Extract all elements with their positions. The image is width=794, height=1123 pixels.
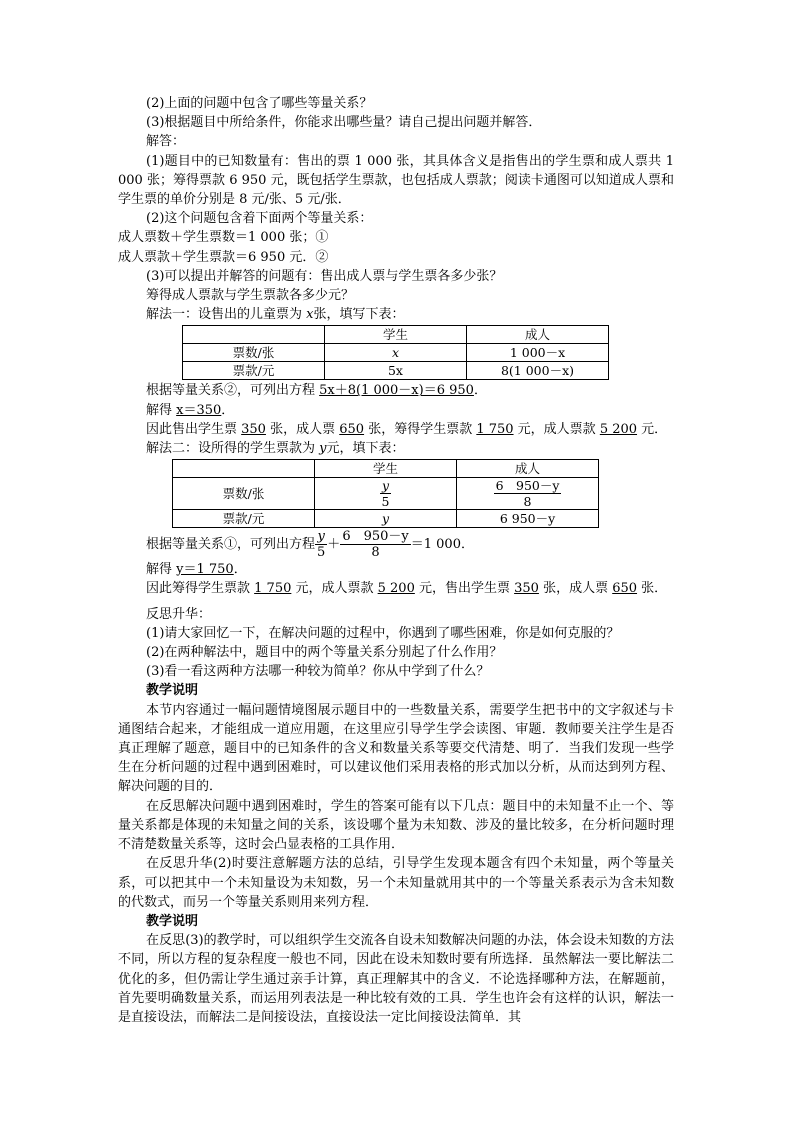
question-3: (3)根据题目中所给条件，你能求出哪些量？请自己提出问题并解答．: [146, 115, 542, 131]
table-cell: 票数/张: [183, 344, 325, 362]
method-2-solution: 解得 y＝1 750．: [146, 562, 247, 578]
table-cell: 学生: [315, 460, 457, 478]
table-cell: [173, 460, 315, 478]
fraction: $\frac{6 950-y}{8}$: [342, 529, 409, 561]
paragraph: 在反思解决问题中遇到困难时，学生的答案可能有以下几点：题目中的未知量不止一个、等量关系都是体现的未知量之间的关系，该设哪个量为未知数、涉及的量比较多，在分析问题时理不清楚数量关系等，这时会凸显表格的工具作用．: [118, 798, 674, 853]
answer-1: (1)题目中的已知数量有：售出的票 1 000 张，其具体含义是指售出的学生票和成人票共 1 000 张；筹得票款 6 950 元，既包括学生票款，也包括成人票款；阅读卡通图可以知道成人票和学生票的单价分别是 8 元/张、5 元/张．: [118, 153, 674, 208]
answer-label: 解答：: [146, 134, 186, 150]
reflection-1: (1)请大家回忆一下，在解决问题的过程中，你遇到了哪些困难，你是如何克服的？: [146, 625, 620, 641]
document-page: [118, 94, 674, 1027]
fraction: $\frac{y}{5}$: [317, 529, 326, 561]
table-cell: [457, 478, 599, 510]
method-1-intro: 解法一：设售出的儿童票为 x张，填写下表：: [146, 307, 405, 323]
table-cell: [315, 478, 457, 510]
method-1-equation: 根据等量关系②，可列出方程 5x＋8(1 000－x)＝6 950．: [146, 383, 487, 399]
table-header-row: [173, 460, 599, 478]
equation-2: 成人票款＋学生票款＝6 950 元．②: [118, 249, 329, 265]
paragraph: 本节内容通过一幅问题情境图展示题目中的一些数量关系，需要学生把书中的文字叙述与卡通图结合起来，才能组成一道应用题，在这里应引导学生学会读图、审题．教师要关注学生是否真正理解了题意，题目中的已知条件的含义和数量关系等要交代清楚、明了．当我们发现一些学生在分析问题的过程中遇到困难时，可以建议他们采用表格的形式加以分析，从而达到列方程、解决问题的目的．: [118, 702, 674, 795]
table-row: [173, 478, 599, 510]
table-cell: 6 950－y: [457, 510, 599, 528]
method-2-equation: 根据等量关系①，可列出方程 $\frac{y}{5}$ ＋ $\frac{6 950-y}{8}$ ＝1 000．: [146, 529, 474, 561]
table-row: [183, 362, 609, 380]
table-cell: 成人: [457, 460, 599, 478]
method-2-intro: 解法二：设所得的学生票款为 y元，填下表：: [146, 441, 405, 457]
fraction: $\frac{6 950-y}{8}$: [495, 478, 560, 510]
paragraph: 在反思(3)的教学时，可以组织学生交流各自设未知数解决问题的办法，体会设未知数的方法不同，所以方程的复杂程度一般也不同，因此在设未知数时要有所选择．虽然解法一要比解法二优化的多，但仍需让学生通过亲手计算，真正理解其中的含义．不论选择哪种方法，在解题前，首先要明确数量关系，而运用列表法是一种比较有效的工具．学生也许会有这样的认识，解法一是直接设法，而解法二是间接设法，直接设法一定比间接设法简单．其: [118, 933, 674, 1025]
table-cell: 票款/元: [183, 362, 325, 380]
fraction: $\frac{y}{5}$: [381, 478, 390, 510]
table-cell: 1 000－x: [467, 344, 609, 362]
section-heading: 教学说明: [146, 683, 199, 699]
table-cell: 8(1 000－x): [467, 362, 609, 380]
reflection-3: (3)看一看这两种方法哪一种较为简单？你从中学到了什么？: [146, 664, 490, 680]
table-row: [183, 344, 609, 362]
table-method-2: [172, 459, 599, 528]
equation-1: 成人票数＋学生票数＝1 000 张；①: [118, 230, 329, 246]
method-1-conclusion: 因此售出学生票 350 张，成人票 650 张，筹得学生票款 1 750 元，成人票款 5 200 元．: [146, 421, 668, 437]
reflection-label: 反思升华：: [146, 606, 212, 622]
reflection-2: (2)在两种解法中，题目中的两个等量关系分别起了什么作用？: [146, 645, 503, 661]
paragraph: 在反思升华(2)时要注意解题方法的总结，引导学生发现本题含有四个未知量，两个等量关系，可以把其中一个未知量设为未知数，另一个未知量就用其中的一个等量关系表示为含未知数的代数式，而另一个等量关系则用来列方程．: [118, 856, 674, 910]
answer-2: (2)这个问题包含着下面两个等量关系：: [146, 211, 373, 227]
method-1-solution: 解得 x＝350．: [146, 402, 235, 418]
section-heading: 教学说明: [146, 913, 199, 929]
answer-3: (3)可以提出并解答的问题有：售出成人票与学生票各多少张？: [146, 268, 503, 284]
table-cell: 票数/张: [173, 478, 315, 510]
table-cell: 成人: [467, 326, 609, 344]
table-cell: 5x: [325, 362, 467, 380]
table-row: [173, 510, 599, 528]
table-header-row: [183, 326, 609, 344]
answer-3b: 筹得成人票款与学生票款各多少元？: [146, 288, 355, 304]
table-cell: 学生: [325, 326, 467, 344]
table-cell: [183, 326, 325, 344]
table-cell: x: [325, 344, 467, 362]
question-2: (2)上面的问题中包含了哪些等量关系？: [146, 96, 373, 111]
method-2-conclusion: 因此筹得学生票款 1 750 元，成人票款 5 200 元，售出学生票 350 张，成人票 650 张．: [146, 581, 668, 597]
table-method-1: [182, 325, 609, 380]
table-cell: y: [315, 510, 457, 528]
table-cell: 票款/元: [173, 510, 315, 528]
